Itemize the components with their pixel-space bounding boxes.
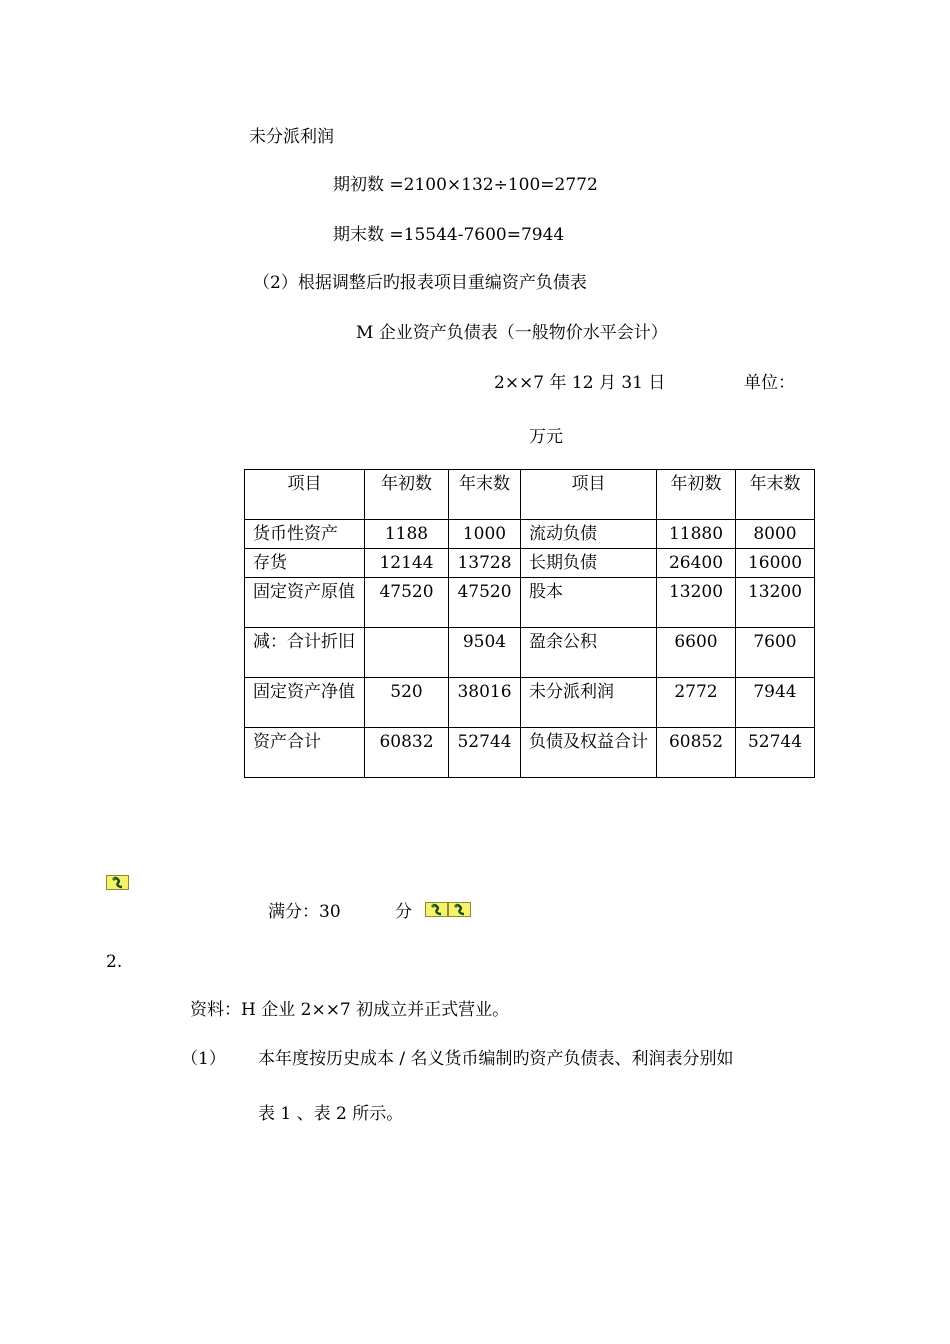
table-row: [245, 520, 815, 549]
asset-closing: 47520: [449, 578, 521, 628]
asset-closing: 9504: [449, 628, 521, 678]
item1-label: （1）: [181, 1049, 226, 1069]
liability-opening: 26400: [657, 549, 736, 578]
liability-opening: 11880: [657, 520, 736, 549]
unit-label: 单位：: [744, 373, 795, 393]
liability-name: 未分派利润: [521, 678, 657, 728]
table-title: M 企业资产负债表（一般物价水平会计）: [356, 323, 668, 343]
liability-name: 长期负债: [521, 549, 657, 578]
asset-opening: 12144: [365, 549, 449, 578]
table-row: [245, 678, 815, 728]
table-row: [245, 728, 815, 778]
header-item: 项目: [521, 470, 657, 520]
asset-closing: 13728: [449, 549, 521, 578]
asset-closing: 1000: [449, 520, 521, 549]
balance-sheet-table: [244, 469, 815, 778]
liability-closing: 8000: [736, 520, 815, 549]
opening-calc: 期初数 =2100×132÷100=2772: [333, 175, 598, 195]
asset-opening: 520: [365, 678, 449, 728]
header-closing: 年末数: [449, 470, 521, 520]
score-unit: 分: [395, 902, 412, 922]
liability-opening: 13200: [657, 578, 736, 628]
liability-name: 盈余公积: [521, 628, 657, 678]
asset-opening: 47520: [365, 578, 449, 628]
liability-closing: 16000: [736, 549, 815, 578]
asset-name: 货币性资产: [245, 520, 365, 549]
asset-opening: [365, 628, 449, 678]
asset-closing: 38016: [449, 678, 521, 728]
asset-opening: 60832: [365, 728, 449, 778]
asset-name: 减：合计折旧: [245, 628, 365, 678]
score-label: 满分：30: [268, 902, 341, 922]
item1-text: 本年度按历史成本 / 名义货币编制旳资产负债表、利润表分别如: [258, 1049, 734, 1069]
step2-heading: （2）根据调整后旳报表项目重编资产负债表: [253, 273, 587, 293]
header-opening: 年初数: [365, 470, 449, 520]
liability-closing: 52744: [736, 728, 815, 778]
liability-closing: 7944: [736, 678, 815, 728]
question-material: 资料：H 企业 2××7 初成立并正式营业。: [190, 1000, 510, 1020]
liability-opening: 60852: [657, 728, 736, 778]
question-number: 2.: [106, 952, 123, 972]
table-date: 2××7 年 12 月 31 日: [494, 373, 666, 393]
asset-closing: 52744: [449, 728, 521, 778]
closing-calc: 期末数 =15544-7600=7944: [333, 225, 565, 245]
scroll-icon[interactable]: [448, 902, 471, 917]
undistributed-heading: 未分派利润: [249, 127, 334, 147]
header-opening: 年初数: [657, 470, 736, 520]
liability-opening: 2772: [657, 678, 736, 728]
liability-name: 股本: [521, 578, 657, 628]
asset-name: 固定资产原值: [245, 578, 365, 628]
liability-name: 流动负债: [521, 520, 657, 549]
asset-name: 固定资产净值: [245, 678, 365, 728]
liability-closing: 7600: [736, 628, 815, 678]
table-row: [245, 628, 815, 678]
liability-closing: 13200: [736, 578, 815, 628]
table-header-row: [245, 470, 815, 520]
liability-opening: 6600: [657, 628, 736, 678]
asset-name: 资产合计: [245, 728, 365, 778]
header-closing: 年末数: [736, 470, 815, 520]
table-row: [245, 578, 815, 628]
scroll-icon[interactable]: [425, 902, 448, 917]
header-item: 项目: [245, 470, 365, 520]
asset-opening: 1188: [365, 520, 449, 549]
scroll-icon[interactable]: [106, 875, 129, 890]
liability-name: 负债及权益合计: [521, 728, 657, 778]
unit-value: 万元: [529, 427, 563, 447]
asset-name: 存货: [245, 549, 365, 578]
table-row: [245, 549, 815, 578]
item1-continuation: 表 1 、表 2 所示。: [258, 1104, 404, 1124]
